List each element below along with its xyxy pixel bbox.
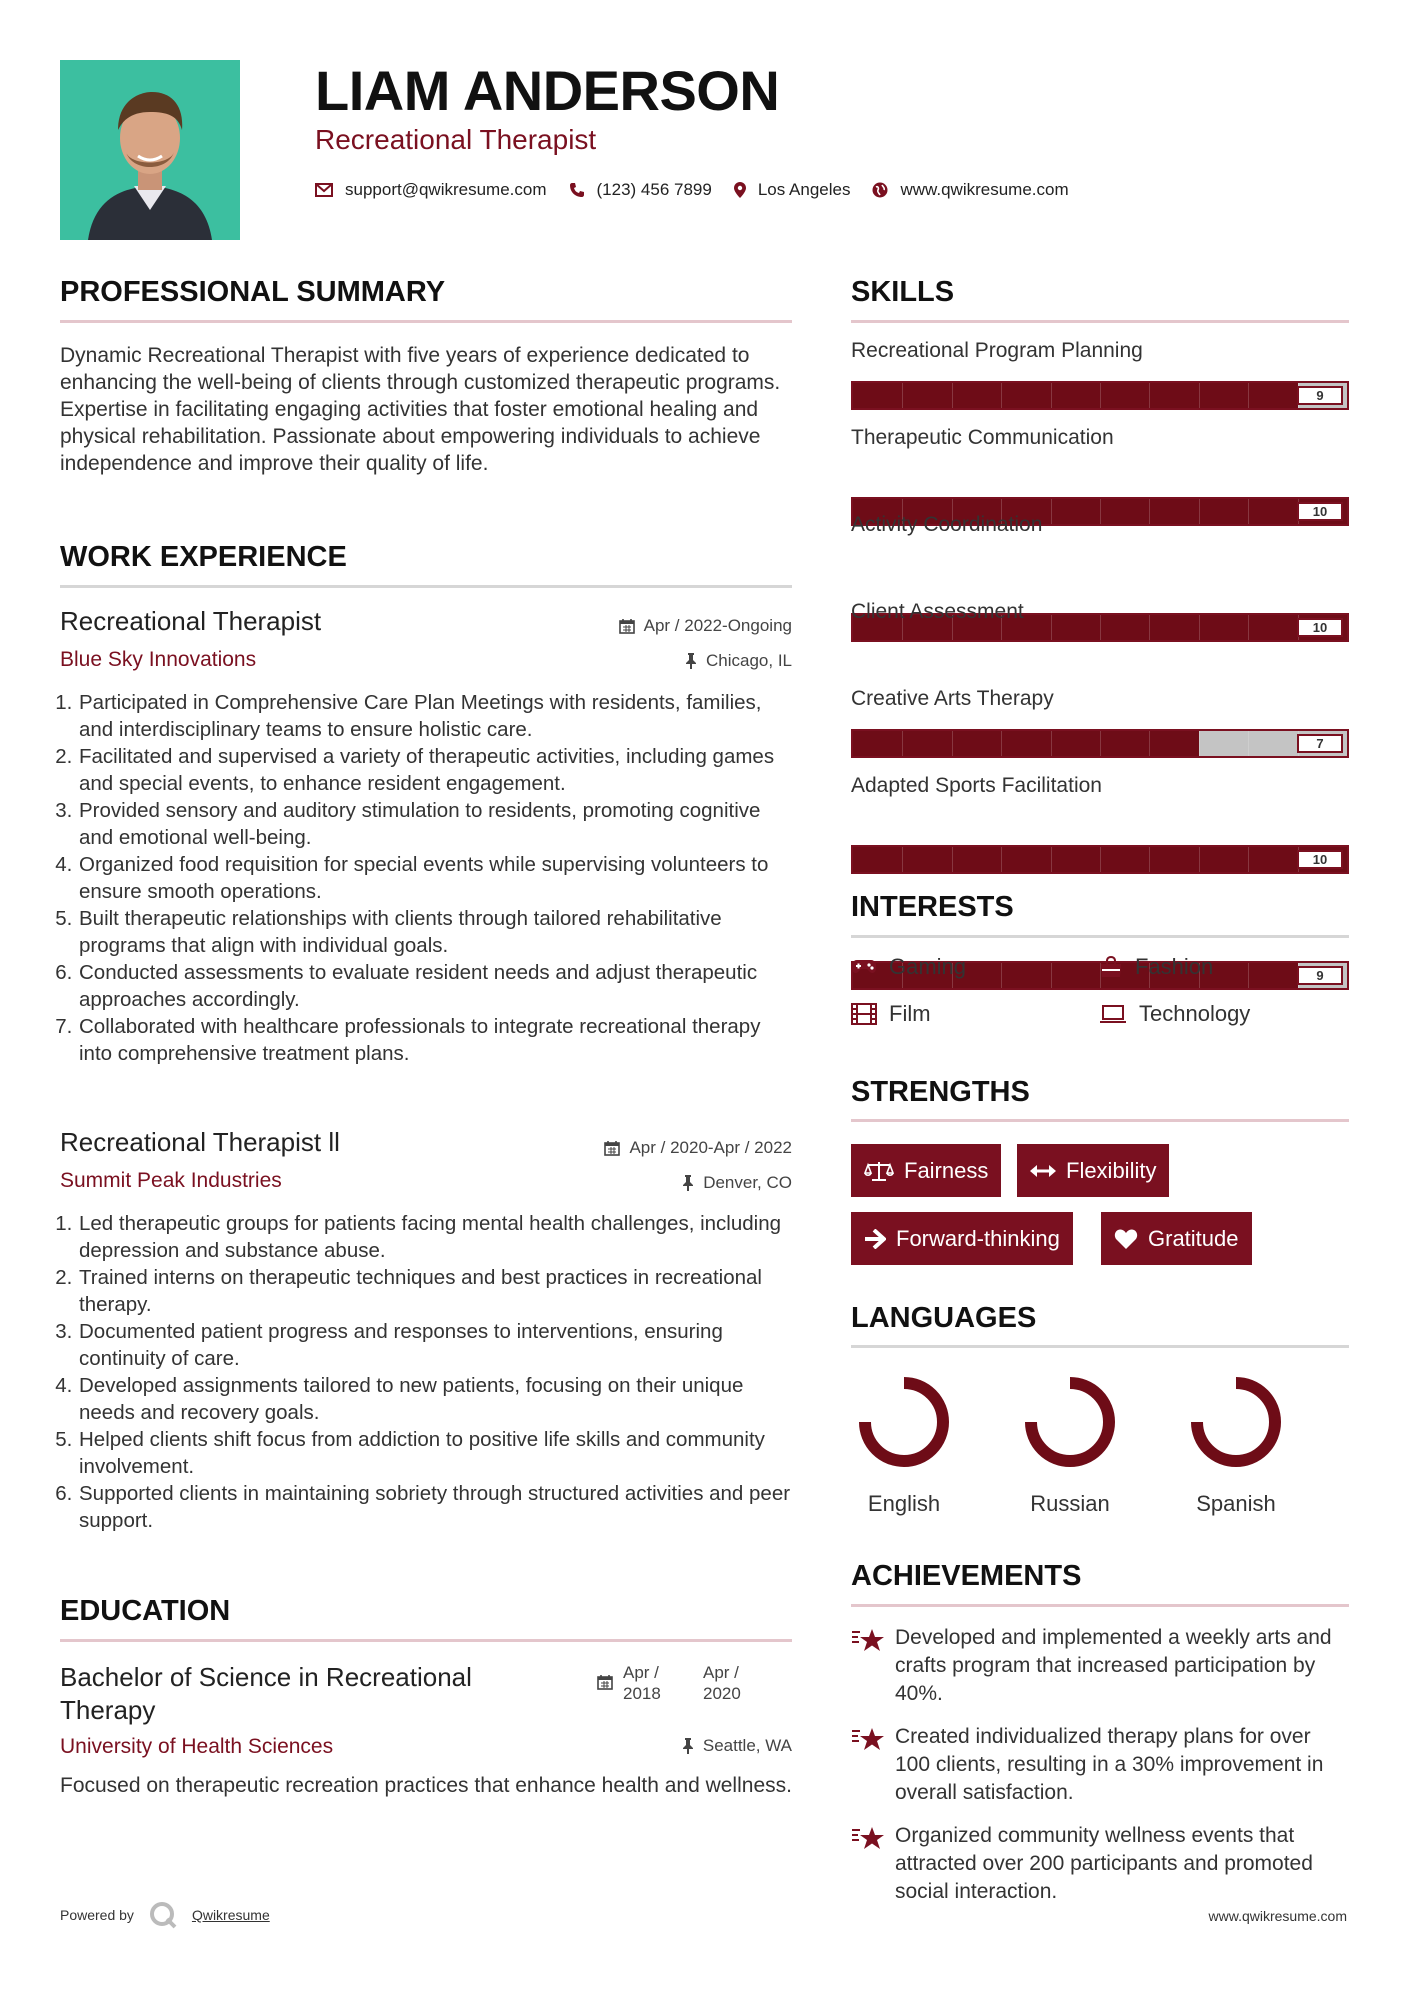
skill-name: Recreational Program Planning	[851, 339, 1143, 362]
strength-gratitude	[1101, 1212, 1252, 1265]
heart-icon	[1114, 1228, 1138, 1250]
achievements-divider	[851, 1604, 1349, 1607]
list-item: 2. Trained interns on therapeutic techniques and best practices in recreational therapy.	[78, 1264, 792, 1318]
footer-site[interactable]: www.qwikresume.com	[1208, 1908, 1347, 1924]
job-dates	[604, 1138, 792, 1158]
strength-label: Gratitude	[1148, 1225, 1239, 1251]
skill-level-bar	[851, 845, 1349, 874]
job-role: Recreational Therapist ll	[60, 1127, 340, 1157]
shopping-bag-icon	[1099, 956, 1123, 978]
start-year: 2018	[623, 1684, 661, 1703]
skill-level-number: 7	[1297, 734, 1343, 753]
skill-bar-segment	[1051, 847, 1052, 872]
location-text: Los Angeles	[757, 180, 851, 199]
language-ring	[1020, 1372, 1120, 1472]
skill-bar-segment	[1149, 499, 1150, 524]
achievements-heading: ACHIEVEMENTS	[851, 1560, 1082, 1592]
envelope-icon	[315, 183, 333, 197]
job-location	[682, 1173, 792, 1193]
job-location-text: Denver, CO	[703, 1173, 792, 1192]
education-divider	[60, 1639, 792, 1642]
skill-level-number: 9	[1297, 386, 1343, 405]
summary-heading: PROFESSIONAL SUMMARY	[60, 276, 446, 308]
calendar-icon	[619, 618, 635, 634]
calendar-icon	[597, 1674, 613, 1690]
email-text[interactable]: support@qwikresume.com	[345, 180, 547, 199]
brand-link[interactable]: Qwikresume	[191, 1907, 270, 1923]
language-name: Russian	[1030, 1491, 1110, 1516]
languages-divider	[851, 1345, 1349, 1348]
skill-name: Creative Arts Therapy	[851, 687, 1054, 710]
skill-name: Therapeutic Communication	[851, 426, 1114, 449]
start-month: Apr /	[623, 1663, 659, 1682]
skill-name: Activity Coordination	[851, 513, 1043, 536]
skill-bar-segment	[1199, 731, 1200, 756]
interest-film	[851, 1001, 931, 1027]
website-text[interactable]: www.qwikresume.com	[900, 180, 1069, 199]
candidate-name: LIAM ANDERSON	[315, 59, 780, 122]
laptop-icon	[1099, 1004, 1127, 1024]
job-location-text: Chicago, IL	[706, 651, 792, 670]
school-name: University of Health Sciences	[60, 1735, 334, 1758]
language-russian	[1000, 1372, 1140, 1517]
experience-divider	[60, 585, 792, 588]
experience-heading: WORK EXPERIENCE	[60, 541, 347, 573]
list-item: 3. Provided sensory and auditory stimulation to residents, promoting cognitive and emotional well-being.	[78, 797, 792, 851]
skill-level-fill	[853, 383, 1298, 408]
summary-text: Dynamic Recreational Therapist with five years of experience dedicated to enhancing the well-being of clients through customized therapeutic programs. Expertise in facilitating engaging activities that foster emotional healing and physical rehabilitation. Passionate about empowering individuals to achieve independence and improve their quality of life.	[60, 344, 781, 475]
languages-list	[834, 1372, 1306, 1517]
skill-bar-segment	[1248, 383, 1249, 408]
achievement-text: Organized community wellness events that attracted over 200 participants and promoted social interaction.	[895, 1824, 1313, 1903]
list-item: 1. Participated in Comprehensive Care Plan Meetings with residents, families, and interdisciplinary teams to ensure holistic care.	[78, 689, 792, 743]
arrow-right-icon	[864, 1229, 886, 1249]
education-description: Focused on therapeutic recreation practices that enhance health and wellness.	[60, 1774, 792, 1797]
phone-item[interactable]	[569, 180, 712, 200]
interest-label: Gaming	[889, 954, 967, 979]
job-company: Summit Peak Industries	[60, 1169, 282, 1192]
list-item: 6. Conducted assessments to evaluate resident needs and adjust therapeutic approaches accordingly.	[78, 959, 792, 1013]
education-dates	[597, 1662, 763, 1704]
list-item: 7. Collaborated with healthcare professionals to integrate recreational therapy into comprehensive treatment plans.	[78, 1013, 792, 1067]
location-item	[734, 180, 851, 200]
skills-divider	[851, 320, 1349, 323]
interest-gaming	[851, 954, 966, 980]
skill-bar-segment	[1199, 383, 1200, 408]
skill-bar-segment	[1149, 731, 1150, 756]
skill-level-fill	[853, 731, 1199, 756]
interest-fashion	[1099, 954, 1213, 980]
skill-bar-segment	[1149, 847, 1150, 872]
skill-bar-segment	[1051, 731, 1052, 756]
end-year: 2020	[703, 1684, 741, 1703]
languages-heading: LANGUAGES	[851, 1302, 1037, 1334]
strength-label: Fairness	[904, 1157, 989, 1183]
achievement-text: Created individualized therapy plans for over 100 clients, resulting in a 30% improvement in overall satisfaction.	[895, 1725, 1324, 1804]
skill-bar-segment	[1199, 847, 1200, 872]
film-icon	[851, 1003, 877, 1025]
skill-level-number: 10	[1297, 618, 1343, 637]
skill-bar-segment	[952, 847, 953, 872]
skill-bar-segment	[1100, 499, 1101, 524]
avatar	[60, 60, 240, 240]
skill-bar-segment	[1001, 847, 1002, 872]
education-start	[623, 1662, 703, 1704]
skill-level-bar	[851, 381, 1349, 410]
strength-label: Flexibility	[1066, 1157, 1157, 1183]
strengths-heading: STRENGTHS	[851, 1076, 1030, 1108]
footer-powered-by	[60, 1900, 270, 1930]
strengths-divider	[851, 1119, 1349, 1122]
job-bullets	[60, 1210, 792, 1534]
language-ring	[1186, 1372, 1286, 1472]
star-award-icon	[851, 1824, 885, 1852]
language-ring	[854, 1372, 954, 1472]
job-dates	[619, 616, 792, 636]
skill-level-number: 10	[1297, 502, 1343, 521]
skill-bar-segment	[1248, 615, 1249, 640]
pushpin-icon	[682, 1175, 694, 1191]
skill-bar-segment	[1051, 499, 1052, 524]
end-month: Apr /	[703, 1663, 739, 1682]
list-item: 3. Documented patient progress and responses to interventions, ensuring continuity of care.	[78, 1318, 792, 1372]
achievement-item	[851, 1624, 1349, 1708]
list-item: 6. Supported clients in maintaining sobriety through structured activities and peer support.	[78, 1480, 792, 1534]
candidate-title: Recreational Therapist	[315, 124, 597, 155]
achievement-item	[851, 1723, 1349, 1807]
powered-by-label: Powered by	[60, 1907, 134, 1923]
strength-fairness	[851, 1144, 1001, 1197]
strength-flexibility	[1017, 1144, 1169, 1197]
interest-label: Fashion	[1135, 954, 1214, 979]
strength-label: Forward-thinking	[896, 1225, 1060, 1251]
education-location-text: Seattle, WA	[702, 1736, 792, 1755]
skill-bar-segment	[1199, 615, 1200, 640]
skill-bar-segment	[1100, 847, 1101, 872]
star-award-icon	[851, 1725, 885, 1753]
language-name: English	[867, 1491, 941, 1516]
profile-photo	[60, 60, 240, 240]
list-item: 5. Helped clients shift focus from addiction to positive life skills and community involvement.	[78, 1426, 792, 1480]
phone-text[interactable]: (123) 456 7899	[596, 180, 712, 199]
language-spanish	[1166, 1372, 1306, 1517]
summary-divider	[60, 320, 792, 323]
list-item: 5. Built therapeutic relationships with clients through tailored rehabilitative programs that align with individual goals.	[78, 905, 792, 959]
skill-name: Client Assessment	[851, 600, 1024, 623]
skill-bar-segment	[1248, 499, 1249, 524]
skill-bar-segment	[1149, 615, 1150, 640]
skill-bar-segment	[902, 383, 903, 408]
interest-label: Film	[889, 1001, 931, 1026]
gamepad-icon	[851, 959, 877, 975]
list-item: 2. Facilitated and supervised a variety of therapeutic activities, including games and special events, to enhance resident engagement.	[78, 743, 792, 797]
email-item[interactable]	[315, 180, 547, 200]
strength-forward-thinking	[851, 1212, 1073, 1265]
interest-technology	[1099, 1001, 1250, 1027]
globe-icon	[872, 182, 888, 198]
pushpin-icon	[682, 1738, 694, 1754]
balance-scale-icon	[864, 1160, 894, 1182]
skill-bar-segment	[1100, 615, 1101, 640]
skills-heading: SKILLS	[851, 276, 955, 308]
skill-bar-segment	[1149, 383, 1150, 408]
skill-level-bar	[851, 729, 1349, 758]
skill-bar-segment	[902, 847, 903, 872]
language-name: Spanish	[1196, 1491, 1276, 1516]
skill-level-number: 10	[1297, 850, 1343, 869]
skill-name: Adapted Sports Facilitation	[851, 774, 1102, 797]
skill-bar-segment	[952, 383, 953, 408]
job-role: Recreational Therapist	[60, 606, 322, 636]
education-heading: EDUCATION	[60, 1595, 231, 1627]
language-english	[834, 1372, 974, 1517]
skill-bar-segment	[1051, 383, 1052, 408]
list-item: 1. Led therapeutic groups for patients facing mental health challenges, including depression and substance abuse.	[78, 1210, 792, 1264]
skill-bar-segment	[902, 731, 903, 756]
qwikresume-logo-icon	[148, 1900, 178, 1930]
job-location	[685, 651, 792, 671]
contact-bar	[315, 178, 1091, 202]
skill-bar-segment	[1100, 731, 1101, 756]
skill-bar-segment	[1001, 963, 1002, 988]
skill-bar-segment	[1100, 383, 1101, 408]
achievement-text: Developed and implemented a weekly arts and crafts program that increased participation by 40%.	[895, 1626, 1332, 1705]
website-item[interactable]	[872, 180, 1068, 200]
arrows-horizontal-icon	[1030, 1164, 1056, 1178]
skill-bar-segment	[1199, 499, 1200, 524]
skill-level-number: 9	[1297, 966, 1343, 985]
skill-bar-segment	[952, 731, 953, 756]
interest-label: Technology	[1139, 1001, 1251, 1026]
skill-bar-segment	[1248, 731, 1249, 756]
job-bullets	[60, 689, 792, 1067]
achievement-item	[851, 1822, 1349, 1906]
pushpin-icon	[685, 653, 697, 669]
phone-icon	[569, 182, 585, 198]
map-marker-icon	[734, 182, 746, 198]
job-dates-text: Apr / 2022-Ongoing	[643, 616, 792, 635]
skill-bar-segment	[1001, 731, 1002, 756]
job-dates-text: Apr / 2020-Apr / 2022	[629, 1138, 792, 1157]
calendar-icon	[604, 1140, 620, 1156]
skill-bar-segment	[1051, 963, 1052, 988]
list-item: 4. Developed assignments tailored to new patients, focusing on their unique needs and recovery goals.	[78, 1372, 792, 1426]
skill-bar-segment	[1248, 847, 1249, 872]
list-item: 4. Organized food requisition for special events while supervising volunteers to ensure smooth operations.	[78, 851, 792, 905]
interests-divider	[851, 935, 1349, 938]
skill-bar-segment	[1248, 963, 1249, 988]
job-company: Blue Sky Innovations	[60, 648, 257, 671]
education-location	[682, 1736, 792, 1756]
education-end	[703, 1662, 763, 1704]
interests-heading: INTERESTS	[851, 891, 1014, 923]
star-award-icon	[851, 1626, 885, 1654]
skill-bar-segment	[1051, 615, 1052, 640]
degree-title: Bachelor of Science in Recreational Therapy	[60, 1662, 472, 1725]
skill-bar-segment	[1001, 383, 1002, 408]
